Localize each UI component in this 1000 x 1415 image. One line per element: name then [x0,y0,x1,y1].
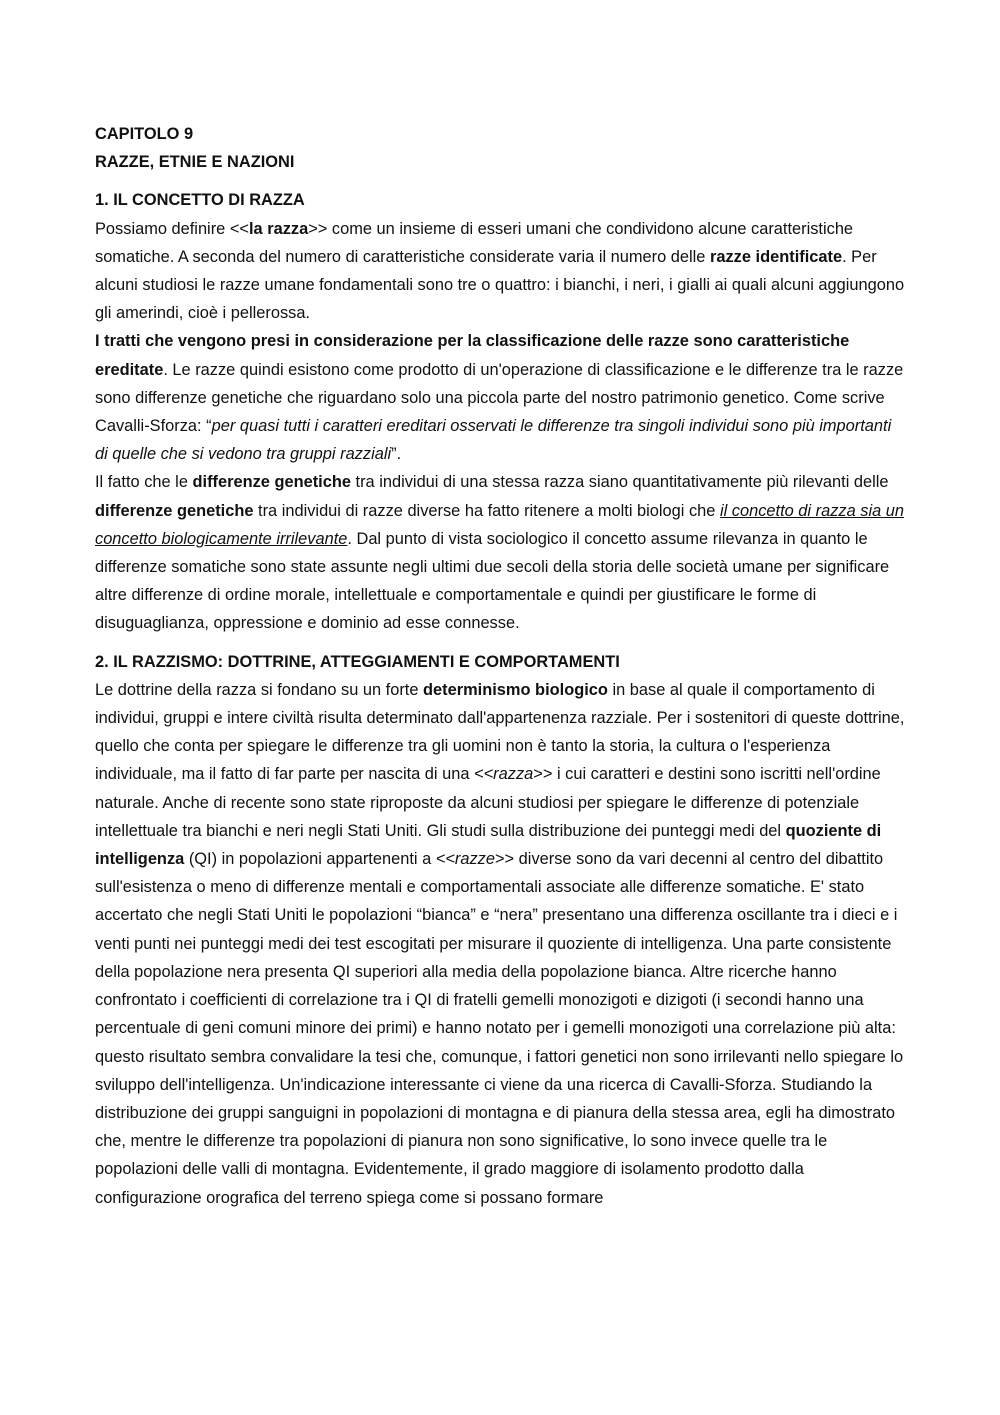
text-run: Possiamo definire << [95,219,249,238]
italic-term: <<razze [435,850,495,869]
text-run: ”. [391,445,402,464]
text-run: Le dottrine della razza si fondano su un forte [95,680,424,699]
italic-quote: per quasi tutti i caratteri ereditari osservati le differenze tra singoli individui sono più importanti di quelle che si vedono tra gruppi razziali [95,417,892,464]
section-razzismo [95,648,908,1212]
text-run: tra individui di una stessa razza siano quantitativamente più rilevanti delle [350,473,889,492]
paragraph-definizione-razza [95,215,908,328]
bold-term: differenze genetiche [95,501,254,520]
bold-term: determinismo biologico [423,680,608,699]
text-run: >> diverse sono da vari decenni al centro del dibattito sull'esistenza o meno di differenze mentali e comportamentali associate alle differenze somatiche. E' stato accertato che negli Stati Uniti le popolazioni “bianca” e “nera” presentano una differenza oscillante tra i dieci e i venti punti nei punteggi medi dei test escogitati per misurare il quoziente di intelligenza. Una parte consistente della popolazione nera presenta QI superiori alla media della popolazione bianca. Altre ricerche hanno confrontato i coefficienti di correlazione tra i QI di fratelli gemelli monozigoti e dizigoti (i secondi hanno una percentuale di geni comuni minore dei primi) e hanno notato per i gemelli monozigoti una correlazione più alta: questo risultato sembra convalidare la tesi che, comunque, i fattori genetici non sono irrilevanti nello spiegare lo sviluppo dell'intelligenza. Un'indicazione interessante ci viene da una ricerca di Cavalli-Sforza. Studiando la distribuzione dei gruppi sanguigni in popolazioni di montagna e di pianura della stessa area, egli ha dimostrato che, mentre le differenze tra popolazioni di pianura non sono significative, lo sono invece quelle tra le popolazioni delle valli di montagna. Evidentemente, il grado maggiore di isolamento prodotto dalla configurazione orografica del terreno spiega come si possano formare [95,850,904,1207]
bold-term: razze identificate [709,247,843,266]
text-run: >> come un insieme di esseri umani che condividono alcune caratteristiche somatiche. A seconda del numero di caratteristiche considerate varia il numero delle [95,219,854,266]
section-concetto-di-razza [95,186,908,637]
text-run: tra individui di razze diverse ha fatto ritenere a molti biologi che [253,501,720,520]
bold-term: la razza [248,219,309,238]
text-run: in base al quale il comportamento di individui, gruppi e intere civiltà risulta determinato dall'appartenenza razziale. Per i sostenitori di queste dottrine, quello che conta per spiegare le differenze tra gli uomini non è tanto la storia, la cultura o l'esperienza individuale, ma il fatto di far parte per nascita di una [95,680,905,784]
text-run: >> i cui caratteri e destini sono iscritti nell'ordine naturale. Anche di recente sono state riproposte da alcuni studiosi per spiegare le differenze di potenziale intellettuale tra bianchi e neri negli Stati Uniti. Gli studi sulla distribuzione dei punteggi medi del [95,765,881,840]
section-2-title: 2. IL RAZZISMO: DOTTRINE, ATTEGGIAMENTI E COMPORTAMENTI [95,652,620,671]
italic-term: <<razza [474,765,534,784]
text-run: . Per alcuni studiosi le razze umane fondamentali sono tre o quattro: i bianchi, i neri, i gialli ai quali alcuni aggiungono gli amerindi, cioè i pellerossa. [95,247,905,323]
underlined-italic-phrase: il concetto di razza sia un concetto biologicamente irrilevante [95,501,904,548]
paragraph-tratti-ereditati [95,327,908,468]
chapter-number: CAPITOLO 9 [95,125,194,143]
text-run: (QI) in popolazioni appartenenti a [184,850,436,869]
bold-term: quoziente di intelligenza [95,821,882,869]
text-run: Il fatto che le [95,473,193,492]
bold-term: I tratti che vengono presi in considerazione per la classificazione delle razze sono caratteristiche ereditate [95,332,850,379]
text-run: . Le razze quindi esistono come prodotto di un'operazione di classificazione e le differenze tra le razze sono differenze genetiche che riguardano solo una piccola parte del nostro patrimonio genetico. Come scrive Cavalli-Sforza: “ [95,360,904,436]
bold-term: differenze genetiche [192,473,351,492]
paragraph-dottrine-razza [95,676,908,1212]
section-1-title: 1. IL CONCETTO DI RAZZA [95,191,305,210]
paragraph-differenze-genetiche [95,468,908,637]
text-run: . Dal punto di vista sociologico il concetto assume rilevanza in quanto le differenze somatiche sono state assunte negli ultimi due secoli della storia delle società umane per significare altre differenze di ordine morale, intellettuale e comportamentale e quindi per giustificare le forme di disuguaglianza, oppressione e dominio ad esse connesse. [95,529,890,633]
chapter-title: RAZZE, ETNIE E NAZIONI [95,153,295,172]
